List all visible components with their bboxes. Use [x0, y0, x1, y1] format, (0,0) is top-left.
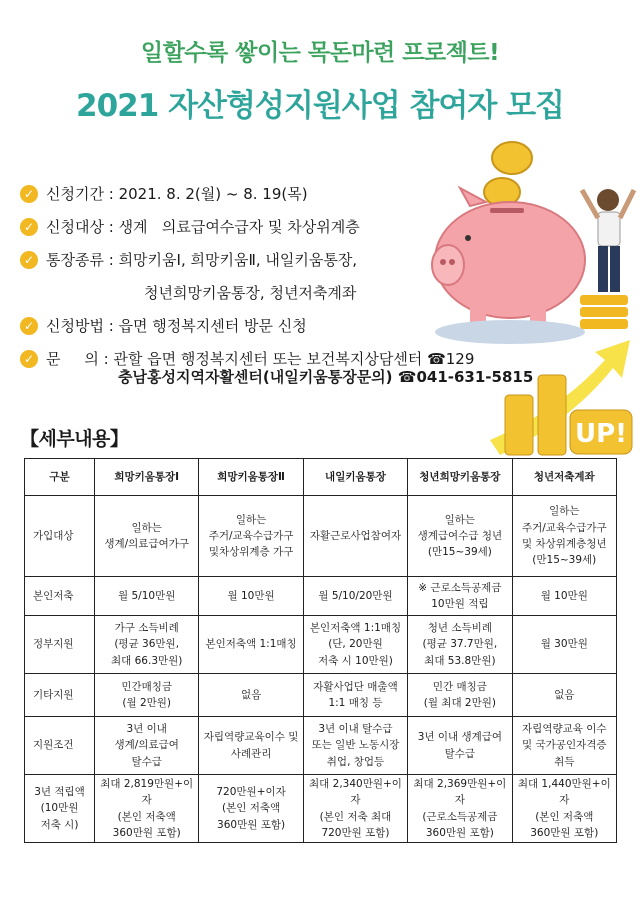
- table-row: [25, 674, 617, 717]
- self-support-center-contact: 충남홍성지역자활센터(내일키움통장문의) ☎041-631-5815: [118, 368, 534, 386]
- row-header: 정부지원: [25, 616, 95, 674]
- table-cell: 월 10만원: [199, 577, 303, 616]
- info-label: 신청기간 :: [46, 185, 119, 203]
- table-cell: 자립역량교육이수 및 사례관리: [199, 717, 303, 775]
- row-header: 가입대상: [25, 496, 95, 577]
- page-title: 2021 자산형성지원사업 참여자 모집: [76, 88, 564, 124]
- info-value: 청년희망키움통장, 청년저축계좌: [144, 284, 357, 302]
- table-cell: 없음: [199, 674, 303, 717]
- table-cell: 본인저축액 1:1매칭: [199, 616, 303, 674]
- info-value: 희망키움Ⅰ, 희망키움Ⅱ, 내일키움통장,: [118, 251, 358, 269]
- table-cell: 월 30만원: [512, 616, 616, 674]
- row-header: 3년 적립액 (10만원 저축 시): [25, 775, 95, 843]
- table-cell: 자활사업단 매출액 1:1 매칭 등: [303, 674, 407, 717]
- info-value: 읍면 행정복지센터 방문 신청: [118, 317, 307, 335]
- detail-heading: 【세부내용】: [20, 428, 129, 450]
- column-header: 희망키움통장Ⅰ: [95, 459, 199, 496]
- table-cell: 청년 소득비례 (평균 37.7만원, 최대 53.8만원): [408, 616, 512, 674]
- check-icon: ✓: [20, 251, 38, 269]
- table-cell: 없음: [512, 674, 616, 717]
- info-value: 2021. 8. 2(월) ~ 8. 19(목): [118, 185, 308, 203]
- column-header: 청년저축계좌: [512, 459, 616, 496]
- table-cell: 민간 매칭금 (월 최대 2만원): [408, 674, 512, 717]
- column-header: 청년희망키움통장: [408, 459, 512, 496]
- row-header: 지원조건: [25, 717, 95, 775]
- table-cell: 최대 2,819만원+이자 (본인 저축액 360만원 포함): [95, 775, 199, 843]
- program-comparison-table: [24, 458, 617, 843]
- check-icon: ✓: [20, 185, 38, 203]
- column-header: 희망키움통장Ⅱ: [199, 459, 303, 496]
- table-row: [25, 616, 617, 674]
- table-cell: 일하는 주거/교육수급가구 및 차상위계층청년 (만15~39세): [512, 496, 616, 577]
- table-cell: 자립역량교육 이수 및 국가공인자격증 취득: [512, 717, 616, 775]
- table-cell: 월 10만원: [512, 577, 616, 616]
- table-cell: 720만원+이자 (본인 저축액 360만원 포함): [199, 775, 303, 843]
- table-cell: 최대 1,440만원+이자 (본인 저축액 360만원 포함): [512, 775, 616, 843]
- row-header: 기타지원: [25, 674, 95, 717]
- table-row: [25, 775, 617, 843]
- info-label: 신청방법 :: [46, 317, 119, 335]
- table-cell: 월 5/10만원: [95, 577, 199, 616]
- info-value: 생계 의료급여수급자 및 차상위계층: [118, 218, 360, 236]
- table-cell: 자활근로사업참여자: [303, 496, 407, 577]
- info-label: 통장종류 :: [46, 251, 119, 269]
- up-badge-text: UP!: [574, 419, 628, 449]
- table-cell: 일하는 생계/의료급여가구: [95, 496, 199, 577]
- table-cell: 최대 2,369만원+이자 (근로소득공제금 360만원 포함): [408, 775, 512, 843]
- row-header: 본인저축: [25, 577, 95, 616]
- table-cell: 본인저축액 1:1매칭 (단, 20만원 저축 시 10만원): [303, 616, 407, 674]
- check-icon: ✓: [20, 218, 38, 236]
- table-cell: 일하는 주거/교육수급가구 및차상위계층 가구: [199, 496, 303, 577]
- table-cell: 최대 2,340만원+이자 (본인 저축 최대 720만원 포함): [303, 775, 407, 843]
- column-header: 내일키움통장: [303, 459, 407, 496]
- table-cell: 가구 소득비례 (평균 36만원, 최대 66.3만원): [95, 616, 199, 674]
- check-icon: ✓: [20, 350, 38, 368]
- check-icon: ✓: [20, 317, 38, 335]
- table-row: [25, 717, 617, 775]
- table-header-row: [25, 459, 617, 496]
- table-cell: ※ 근로소득공제금 10만원 적립: [408, 577, 512, 616]
- table-cell: 3년 이내 생계급여 탈수급: [408, 717, 512, 775]
- piggy-bank-illustration: [430, 110, 640, 490]
- table-row: [25, 496, 617, 577]
- page-subtitle: 일할수록 쌓이는 목돈마련 프로젝트!: [140, 40, 500, 66]
- info-label: 문 의 :: [46, 350, 114, 368]
- table-cell: 일하는 생계급여수급 청년 (만15~39세): [408, 496, 512, 577]
- table-row: [25, 577, 617, 616]
- table-cell: 민간매칭금 (월 2만원): [95, 674, 199, 717]
- table-cell: 3년 이내 생계/의료급여 탈수급: [95, 717, 199, 775]
- table-cell: 월 5/10/20만원: [303, 577, 407, 616]
- info-label: 신청대상 :: [46, 218, 119, 236]
- info-value: 관할 읍면 행정복지센터 또는 보건복지상담센터 ☎129: [113, 350, 475, 368]
- column-header: 구분: [25, 459, 95, 496]
- table-cell: 3년 이내 탈수급 또는 일반 노동시장 취업, 창업등: [303, 717, 407, 775]
